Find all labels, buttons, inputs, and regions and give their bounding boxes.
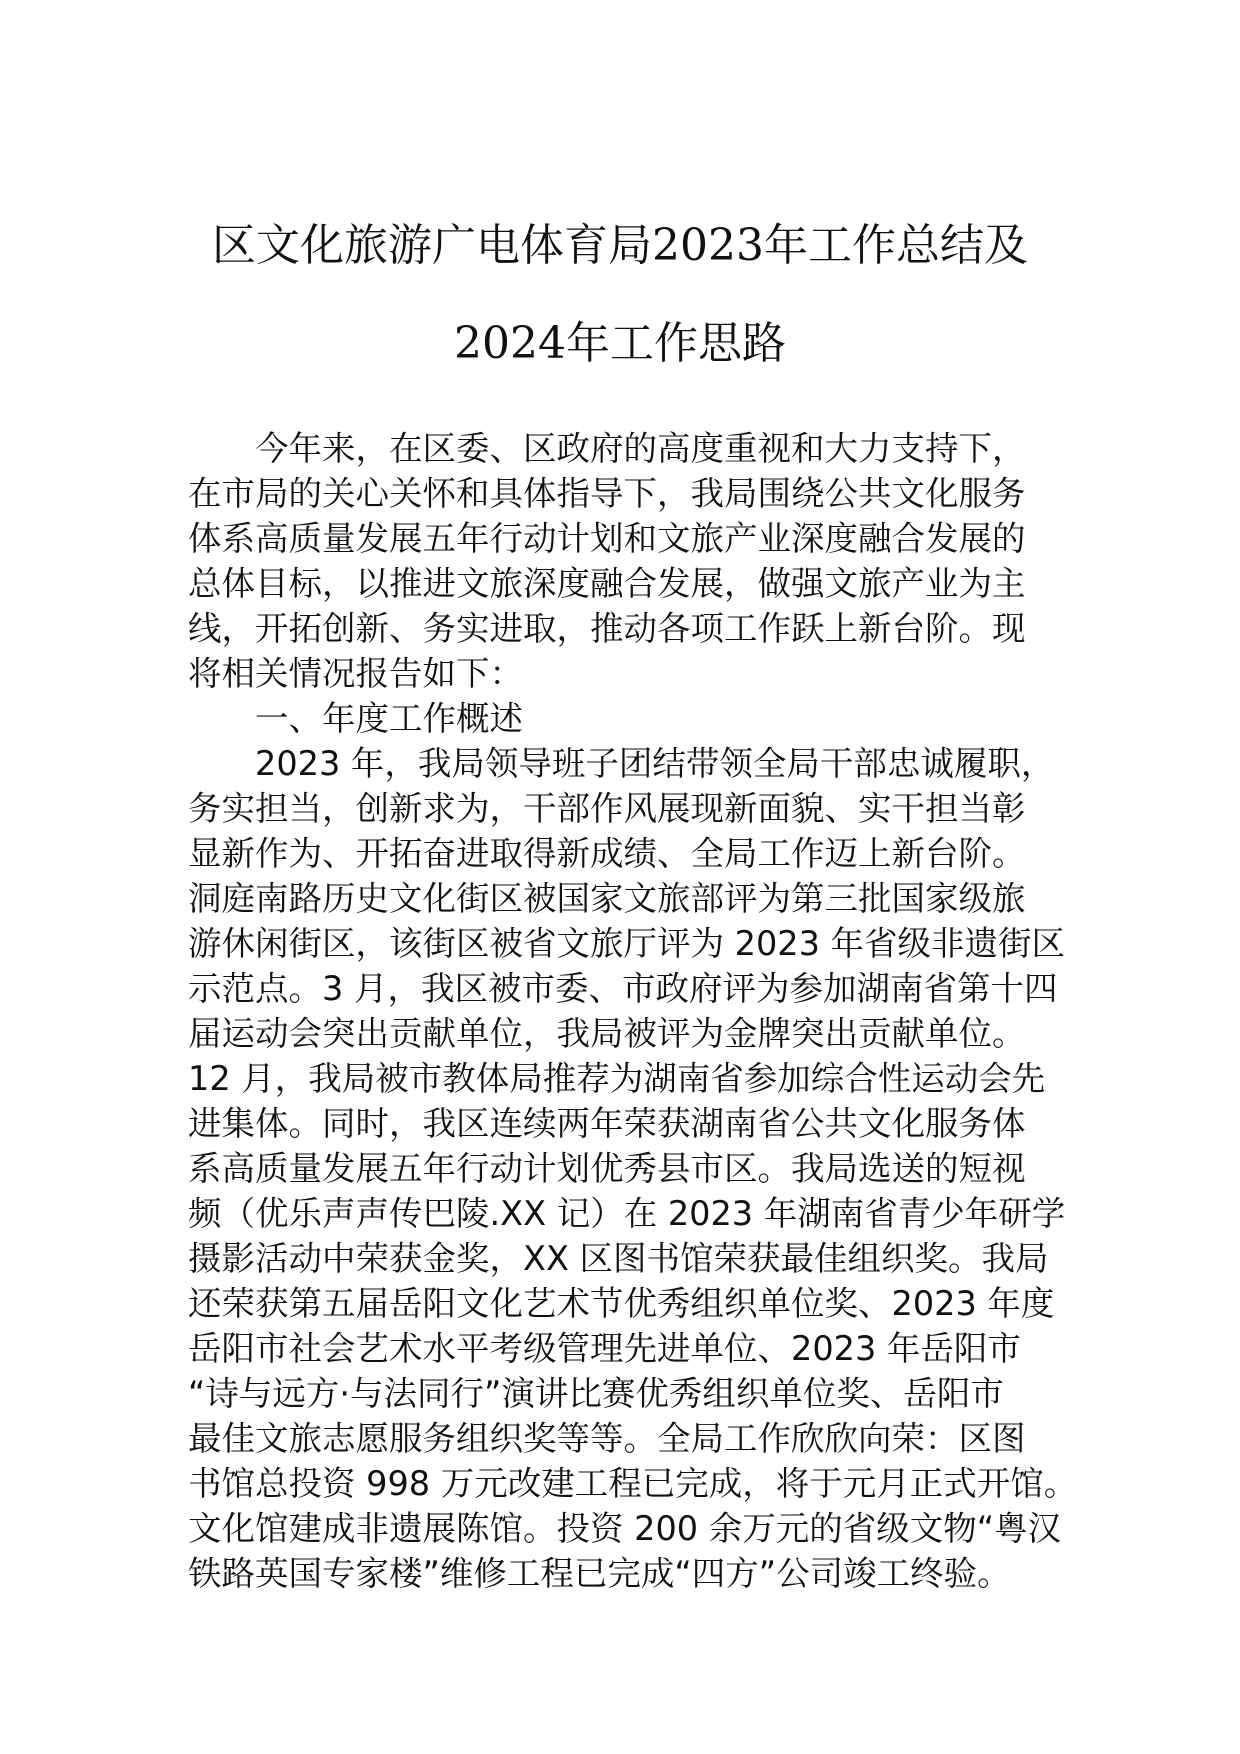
- document-title-line-1: 区文化旅游广电体育局2023年工作总结及: [212, 220, 1028, 271]
- body-line: 总体目标，以推进文旅深度融合发展，做强文旅产业为主: [188, 564, 1026, 603]
- body-line: 岳阳市社会艺术水平考级管理先进单位、2023 年岳阳市: [188, 1329, 1021, 1368]
- body-line: 12 月，我局被市教体局推荐为湖南省参加综合性运动会先: [188, 1059, 1046, 1098]
- body-line: 铁路英国专家楼”维修工程已完成“四方”公司竣工终验。: [188, 1554, 1011, 1593]
- body-line: 书馆总投资 998 万元改建工程已完成，将于元月正式开馆。: [188, 1464, 1078, 1503]
- body-line: 文化馆建成非遗展陈馆。投资 200 余万元的省级文物“粤汉: [188, 1509, 1062, 1548]
- body-line: 务实担当，创新求为，干部作风展现新面貌、实干担当彰: [188, 789, 1026, 828]
- body-line: 线，开拓创新、务实进取，推动各项工作跃上新台阶。现: [188, 609, 1026, 648]
- body-line: 今年来，在区委、区政府的高度重视和大力支持下，: [255, 429, 1026, 468]
- body-line: 将相关情况报告如下：: [188, 654, 523, 693]
- body-line: 洞庭南路历史文化街区被国家文旅部评为第三批国家级旅: [188, 879, 1026, 918]
- document-title-line-2: 2024年工作思路: [454, 318, 786, 369]
- body-line: “诗与远方·与法同行”演讲比赛优秀组织单位奖、岳阳市: [188, 1374, 1004, 1413]
- section-heading: 一、年度工作概述: [255, 699, 523, 738]
- body-line: 2023 年，我局领导班子团结带领全局干部忠诚履职，: [255, 744, 1055, 783]
- body-line: 进集体。同时，我区连续两年荣获湖南省公共文化服务体: [188, 1104, 1026, 1143]
- body-line: 还荣获第五届岳阳文化艺术节优秀组织单位奖、2023 年度: [188, 1284, 1055, 1323]
- body-line: 游休闲街区，该街区被省文旅厅评为 2023 年省级非遗街区: [188, 924, 1066, 963]
- body-line: 显新作为、开拓奋进取得新成绩、全局工作迈上新台阶。: [188, 834, 1026, 873]
- body-line: 届运动会突出贡献单位，我局被评为金牌突出贡献单位。: [188, 1014, 1026, 1053]
- body-line: 频（优乐声声传巴陵.XX 记）在 2023 年湖南省青少年研学: [188, 1194, 1066, 1233]
- body-line: 示范点。3 月，我区被市委、市政府评为参加湖南省第十四: [188, 969, 1058, 1008]
- document-body: [188, 426, 1078, 1596]
- body-line: 在市局的关心关怀和具体指导下，我局围绕公共文化服务: [188, 474, 1026, 513]
- body-line: 摄影活动中荣获金奖，XX 区图书馆荣获最佳组织奖。我局: [188, 1239, 1049, 1278]
- body-line: 体系高质量发展五年行动计划和文旅产业深度融合发展的: [188, 519, 1026, 558]
- body-line: 最佳文旅志愿服务组织奖等等。全局工作欣欣向荣：区图: [188, 1419, 1026, 1458]
- body-line: 系高质量发展五年行动计划优秀县市区。我局选送的短视: [188, 1149, 1026, 1188]
